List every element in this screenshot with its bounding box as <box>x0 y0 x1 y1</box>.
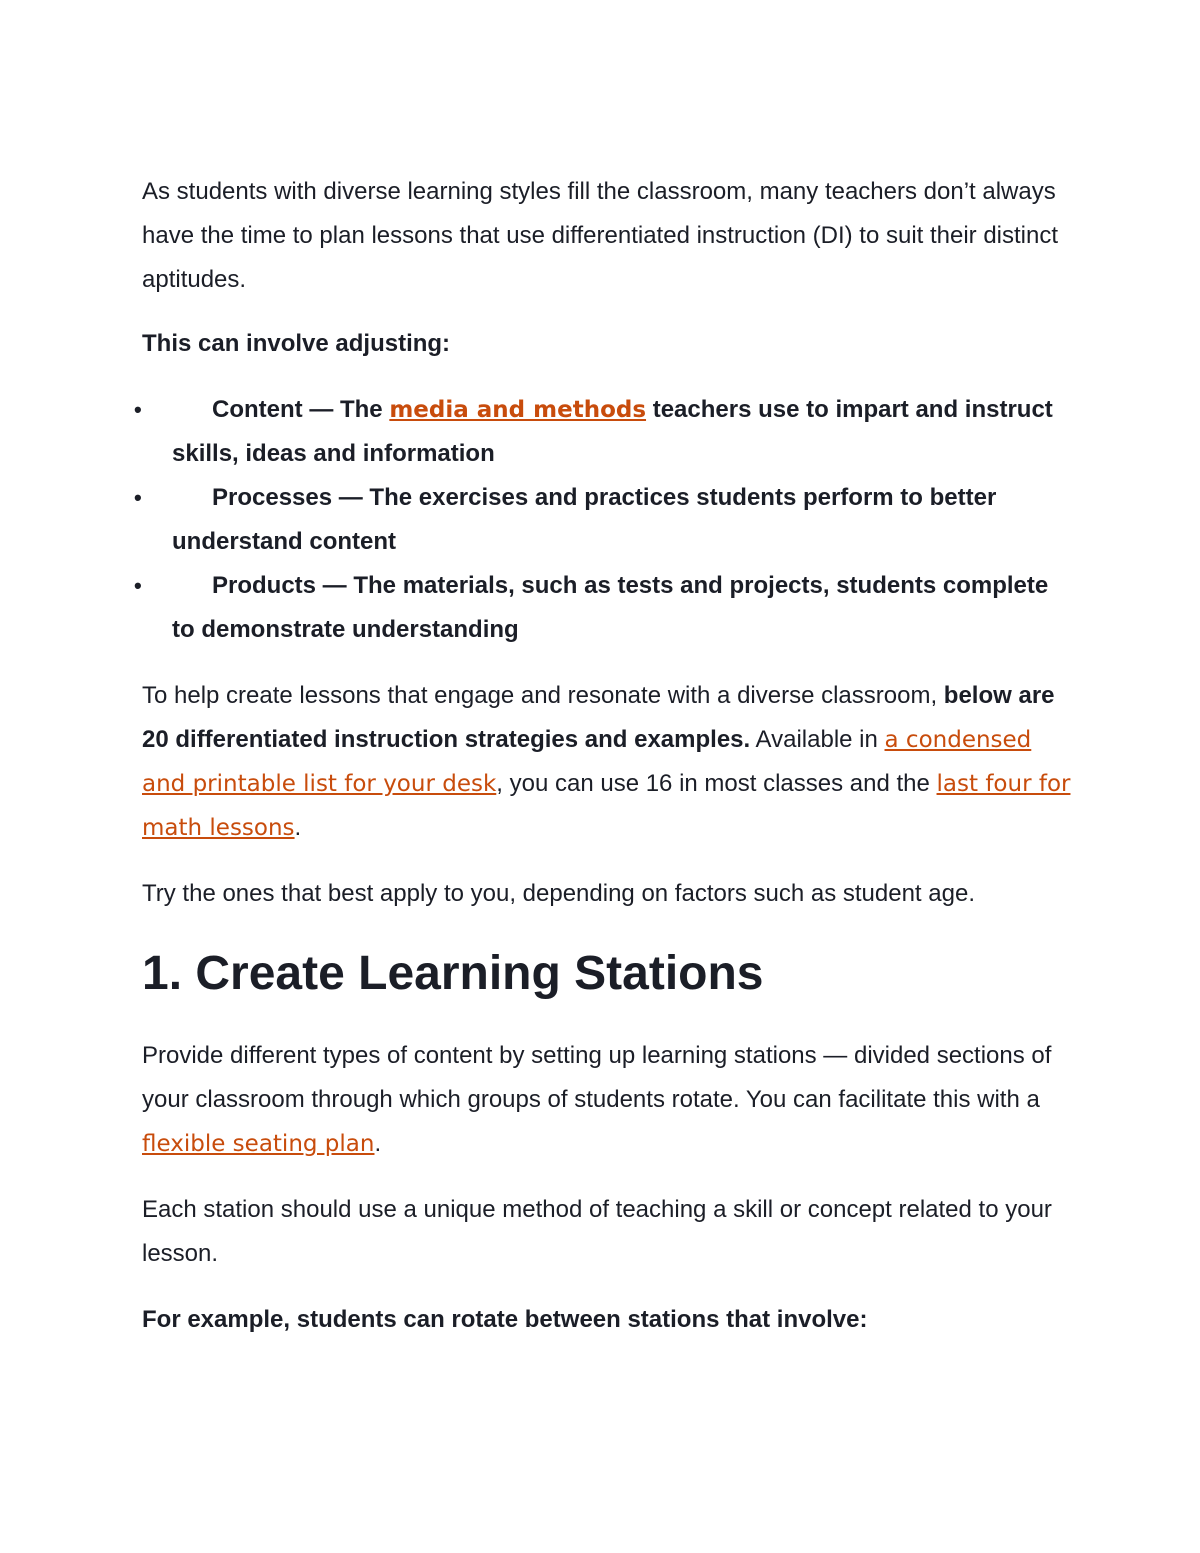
provide-part2: . <box>374 1130 382 1157</box>
math-lessons-link[interactable]: last four for math lessons <box>142 771 1071 841</box>
processes-text: Processes — The exercises and practices students perform to better understand content <box>172 484 997 555</box>
provide-part1: Provide different types of content by setting up learning stations — divided sections of your classroom through which groups of students rotate. You can facilitate this with a <box>142 1042 1052 1113</box>
list-item-products <box>134 564 1072 652</box>
list-item-text <box>172 564 1072 652</box>
try-paragraph: Try the ones that best apply to you, depending on factors such as student age. <box>142 880 975 907</box>
media-and-methods-link[interactable]: media and methods <box>389 397 647 423</box>
printable-list-link[interactable]: a condensed and printable list for your desk <box>142 727 1032 797</box>
adjust-list <box>134 388 1072 652</box>
example-paragraph: For example, students can rotate between stations that involve: <box>142 1306 868 1333</box>
help-paragraph <box>142 674 1072 850</box>
bullet-icon: • <box>134 485 142 510</box>
help-part4: . <box>294 814 302 841</box>
section-heading: 1. Create Learning Stations <box>142 947 764 1000</box>
help-part1: To help create lessons that engage and resonate with a diverse classroom, <box>142 682 944 709</box>
content-before: Content — The <box>212 396 390 423</box>
document-page <box>134 170 1072 1342</box>
content-after: teachers use to impart and instruct skills, ideas and information <box>172 396 1053 467</box>
intro-paragraph: As students with diverse learning styles fill the classroom, many teachers don’t always have the time to plan lessons that use differentiated instruction (DI) to suit their distinct aptitudes. <box>142 178 1059 293</box>
products-text: Products — The materials, such as tests and projects, students complete to demonstrate understanding <box>172 572 1049 643</box>
list-item-text <box>172 388 1072 476</box>
help-part3: , you can use 16 in most classes and the <box>496 770 937 797</box>
each-station-paragraph: Each station should use a unique method of teaching a skill or concept related to your lesson. <box>142 1196 1052 1267</box>
flexible-seating-link[interactable]: flexible seating plan <box>142 1131 375 1157</box>
involve-heading: This can involve adjusting: <box>142 330 451 357</box>
provide-paragraph <box>142 1034 1072 1166</box>
bullet-icon: • <box>134 397 142 422</box>
list-item-processes <box>134 476 1072 564</box>
help-part2: Available in <box>750 726 885 753</box>
list-item-content <box>134 388 1072 476</box>
help-bold: below are 20 differentiated instruction strategies and examples. <box>142 682 1055 753</box>
bullet-icon: • <box>134 573 142 598</box>
list-item-text <box>172 476 1072 564</box>
